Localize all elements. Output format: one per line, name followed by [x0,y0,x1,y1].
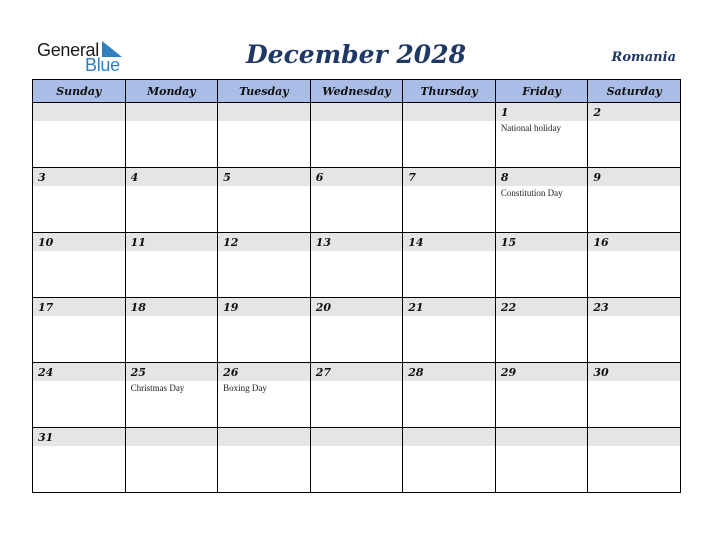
day-number: 5 [223,171,231,184]
day-cell [218,103,311,168]
holiday-label: Christmas Day [130,383,185,393]
calendar-grid [32,79,681,493]
day-cell [33,298,126,363]
day-cell [495,363,588,428]
day-number-band [126,168,218,186]
day-number-band [311,428,403,446]
holiday-label: Boxing Day [223,383,267,393]
day-cell [218,233,311,298]
day-number: 21 [408,301,424,314]
day-number-band [126,103,218,121]
weekday-header: Sunday [33,80,126,103]
day-number: 30 [593,366,609,379]
day-cell [403,428,496,493]
day-number: 17 [38,301,54,314]
day-number-band [311,168,403,186]
day-cell [310,103,403,168]
day-cell [218,168,311,233]
day-cell [588,233,681,298]
day-cell [403,298,496,363]
weekday-header: Thursday [403,80,496,103]
day-cell [125,298,218,363]
day-number-band [403,103,495,121]
week-row [33,168,681,233]
day-cell [125,233,218,298]
day-number-band [588,103,680,121]
day-cell [125,428,218,493]
day-cell [495,428,588,493]
day-number: 4 [130,171,139,184]
day-cell [125,363,218,428]
weekday-header: Tuesday [218,80,311,103]
day-cell [495,168,588,233]
weekday-header: Saturday [588,80,681,103]
day-number: 8 [500,171,509,184]
day-cell [403,103,496,168]
week-row [33,428,681,493]
day-cell [588,363,681,428]
day-cell [310,298,403,363]
day-number-band [496,428,588,446]
week-row [33,363,681,428]
day-number-band [218,168,310,186]
day-cell [33,363,126,428]
day-number: 24 [38,366,54,379]
weekday-header: Monday [125,80,218,103]
weekday-header: Friday [495,80,588,103]
day-number: 16 [593,236,609,249]
day-number: 19 [223,301,239,314]
day-cell [403,168,496,233]
weekday-header: Wednesday [310,80,403,103]
day-cell [495,103,588,168]
day-number: 31 [38,431,54,444]
day-cell [310,233,403,298]
day-number-band [403,428,495,446]
day-number: 26 [223,366,239,379]
day-number: 12 [223,236,239,249]
country-label: Romania [611,50,676,65]
day-cell [33,103,126,168]
day-number-band [496,168,588,186]
day-number-band [311,103,403,121]
day-cell [218,363,311,428]
day-number: 10 [38,236,54,249]
day-number-band [218,428,310,446]
day-number: 25 [130,366,146,379]
day-cell [33,428,126,493]
day-number: 11 [130,236,146,249]
day-cell [218,428,311,493]
day-cell [495,233,588,298]
day-number: 28 [408,366,424,379]
day-cell [403,363,496,428]
day-cell [218,298,311,363]
day-cell [125,103,218,168]
day-cell [310,168,403,233]
day-cell [588,168,681,233]
day-cell [310,428,403,493]
day-number-band [588,168,680,186]
day-number-band [33,168,125,186]
day-number: 6 [315,171,324,184]
day-number: 9 [593,171,602,184]
logo-word-general: General [37,40,99,60]
day-number: 1 [500,106,509,119]
day-number: 15 [500,236,517,249]
day-cell [33,233,126,298]
day-cell [125,168,218,233]
week-row [33,233,681,298]
week-row [33,298,681,363]
week-row [33,103,681,168]
page-title: December 2028 [245,40,466,69]
day-number-band [588,428,680,446]
day-number-band [496,103,588,121]
day-number: 29 [500,366,517,379]
day-cell [588,103,681,168]
day-number-band [218,103,310,121]
day-number: 22 [500,301,517,314]
holiday-label: National holiday [500,123,562,133]
day-number-band [126,428,218,446]
day-number-band [403,168,495,186]
day-cell [33,168,126,233]
day-number: 27 [315,366,331,379]
day-number: 20 [315,301,331,314]
holiday-label: Constitution Day [500,188,563,198]
day-number: 3 [38,171,46,184]
generalblue-logo [37,40,137,74]
day-number: 14 [408,236,424,249]
day-number: 13 [315,236,331,249]
weekday-header-row [33,80,681,103]
day-number: 2 [593,106,602,119]
day-cell [310,363,403,428]
day-number: 18 [130,301,146,314]
day-cell [495,298,588,363]
logo-word-blue: Blue [85,55,120,75]
day-cell [403,233,496,298]
day-number: 23 [593,301,609,314]
day-cell [588,428,681,493]
day-number: 7 [408,171,416,184]
day-cell [588,298,681,363]
day-number-band [33,103,125,121]
